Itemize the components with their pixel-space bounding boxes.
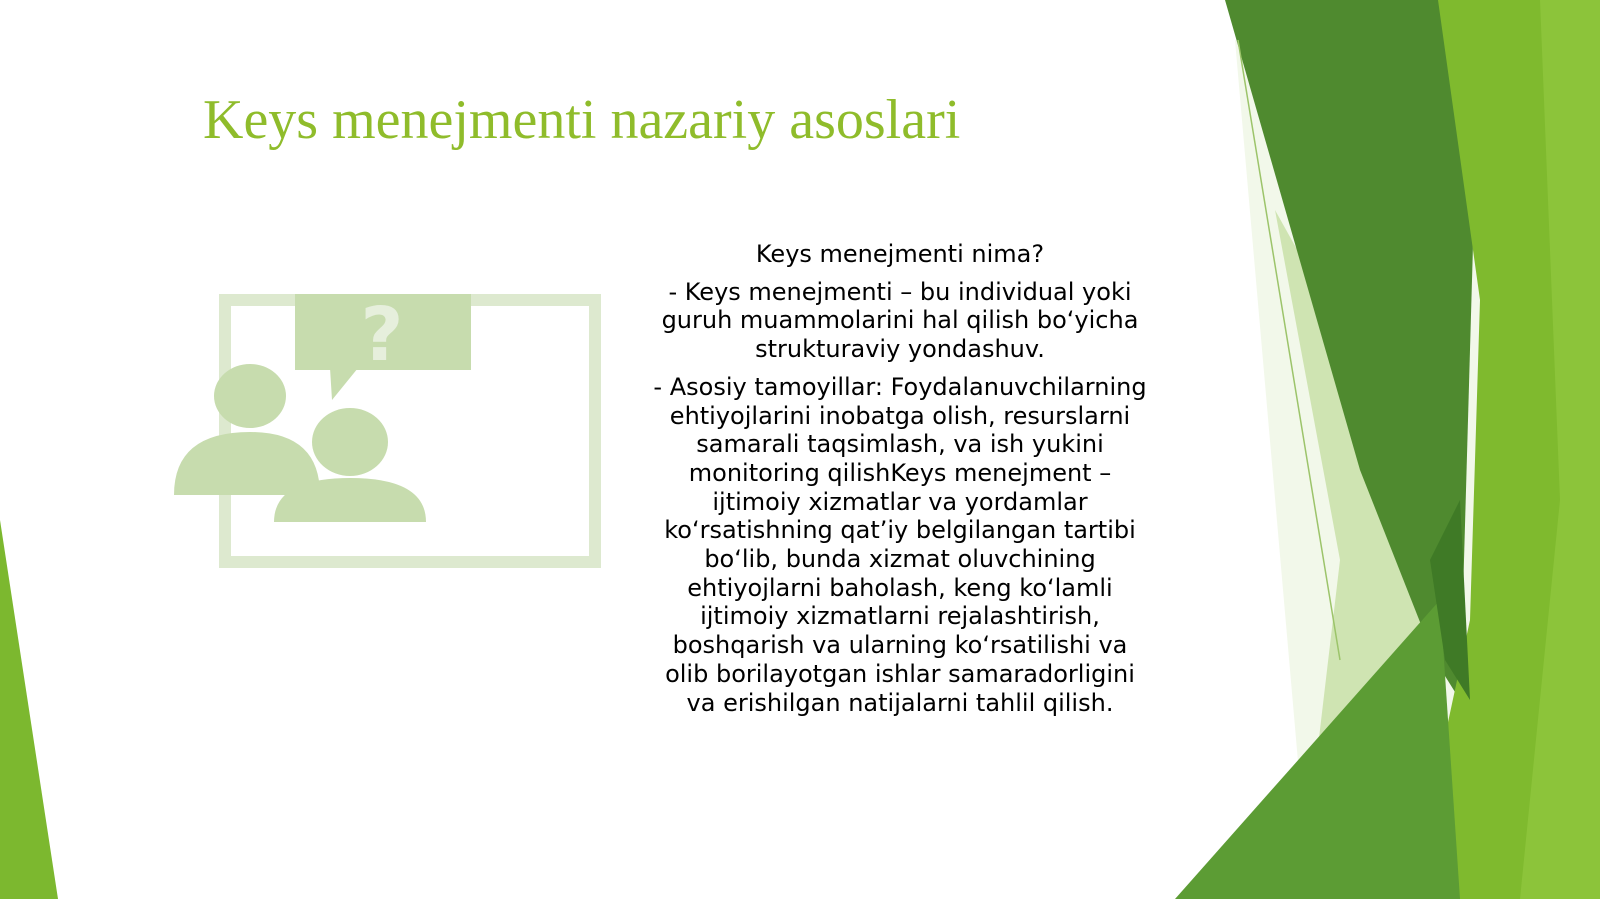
definition-paragraph: - Keys menejmenti – bu individual yoki guruh muammolarini hal qilish bo‘yicha strukturaviy yondashuv. [661,277,1139,364]
consultation-question-icon [170,290,620,590]
left-green-shape [0,520,58,899]
content-text-block [652,240,1148,726]
svg-text:?: ? [360,292,404,378]
principles-paragraph: - Asosiy tamoyillar: Foydalanuvchilarning ehtiyojlarini inobatga olish, resurslarni samarali taqsimlash, va ish yukini monitoring qilishKeys menejment – ijtimoiy xizmatlar va yordamlar ko‘rsatishning qat’iy belgilangan tartibi bo‘lib, bunda xizmat oluvchining ehtiyojlarni baholash, keng ko‘lamli ijtimoiy xizmatlarni rejalashtirish, boshqarish va ularning ko‘rsatilishi va olib borilayotgan ishlar samaradorligini va erishilgan natijalarni tahlil qilish. [653,372,1147,717]
question-heading: Keys menejmenti nima? [755,240,1045,268]
slide-title: Keys menejmenti nazariy asoslari [203,89,961,151]
